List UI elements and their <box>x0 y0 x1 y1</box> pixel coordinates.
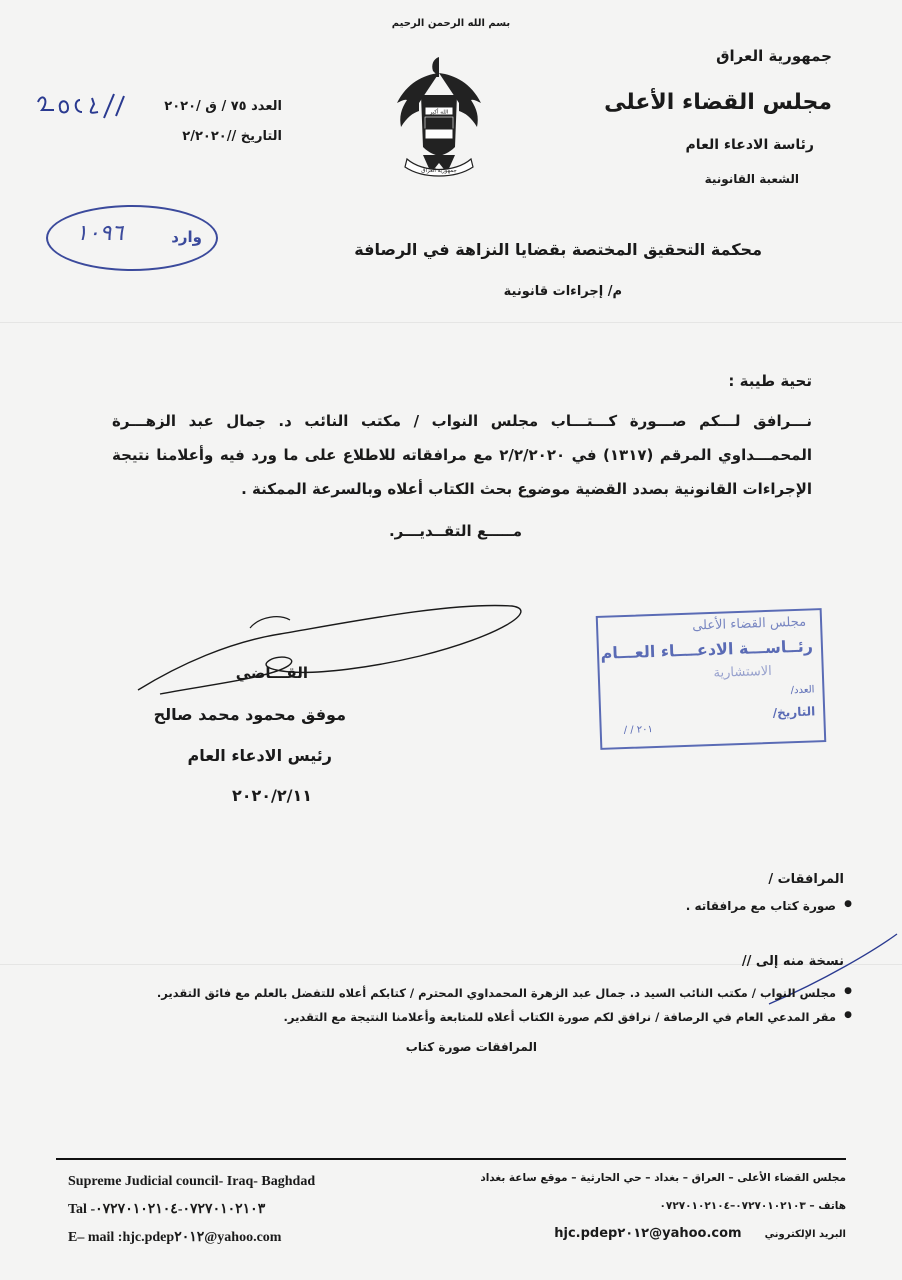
footer-ar-email: hjc.pdep٢٠١٢@yahoo.com <box>554 1226 742 1241</box>
attachments-list <box>686 899 852 923</box>
handwritten-ref-value: ٢٠٦٢ <box>32 90 35 91</box>
attachments-label: المرافقات / <box>768 872 844 887</box>
incoming-stamp <box>46 205 218 271</box>
received-stamp-year: ٢٠١ / / <box>623 724 654 737</box>
footer-ar-tel: هاتف – ٠٧٢٧٠١٠٢١٠٣–٠٧٢٧٠١٠٢١٠٤ <box>659 1200 846 1212</box>
footer-arabic <box>480 1164 846 1248</box>
subject-line: م/ إجراءات قانونية <box>503 284 622 299</box>
footer-en-email: E– mail :hjc.pdep٢٠١٢@yahoo.com <box>68 1230 282 1245</box>
judge-signature <box>120 586 530 706</box>
paper-fold-line <box>0 322 902 323</box>
emblem-inscription: الله أكبر <box>429 109 449 116</box>
emblem-banner-text: جمهورية العراق <box>421 168 457 174</box>
footer-en-name: Supreme Judicial council- Iraq- Baghdad <box>68 1174 316 1189</box>
recipient-line: محكمة التحقيق المختصة بقضايا النزاهة في الرصافة <box>354 240 762 259</box>
judge-title: القـــاضي <box>235 664 308 682</box>
signature-date: ٢٠٢٠/٢/١١ <box>231 786 312 805</box>
greeting: تحية طيبة : <box>728 372 812 390</box>
reference-number: العدد ٧٥ / ق /٢٠٢٠ <box>164 99 282 114</box>
letter-body: نـــرافق لـــكم صـــورة كـــتـــاب مجلس النواب / مكتب النائب د. جمال عبد الزهـــرة المحمـــداوي المرقم (١٣١٧) في ٢/٢/٢٠٢٠ مع مرافقاته للاطلاع على ما ورد فيه وأعلامنا نتيجة الإجراءات القانونية بصدد القضية موضوع بحث الكتاب أعلاه وبالسرعة الممكنة . <box>112 412 812 498</box>
incoming-stamp-number: ١٠٩٦ <box>76 221 124 246</box>
council-name: مجلس القضاء الأعلى <box>604 90 832 115</box>
reference-date: التاريخ //٢/٢٠٢٠ <box>182 129 282 144</box>
received-stamp-council: مجلس القضاء الأعلى <box>691 614 807 634</box>
received-stamp-date-label: التاريخ/ <box>772 704 816 720</box>
footer-english <box>68 1168 315 1252</box>
footer-ar-email-label: البريد الإلكتروني <box>764 1229 846 1240</box>
judge-name: موفق محمود محمد صالح <box>153 705 346 724</box>
footer-ar-email-row <box>480 1220 846 1248</box>
footer-divider <box>56 1158 846 1160</box>
footer-en-tel: Tal -٠٧٢٧٠١٠٢١٠٣-٠٧٢٧٠١٠٢١٠٤ <box>68 1202 266 1217</box>
country-name: جمهورية العراق <box>716 47 832 65</box>
basmala: بسم الله الرحمن الرحيم <box>391 18 511 29</box>
received-stamp <box>596 608 827 750</box>
attachment-item: ● صورة كتاب مع مرافقاته . <box>686 899 852 913</box>
copy-recipient-item: ● مجلس النواب / مكتب النائب السيد د. جمال عبد الزهرة المحمداوي المحترم / كتابكم أعلاه للتفضل بالعلم مع فائق التقدير. <box>157 986 852 1000</box>
received-stamp-department: الاستشارية <box>713 663 773 681</box>
copies-label: نسخة منه إلى // <box>741 954 844 969</box>
received-stamp-presidency: رئــاســـة الادعــــاء العـــام <box>600 636 814 663</box>
incoming-stamp-label: وارد <box>171 228 202 246</box>
closing-regards: مـــــع التقــديـــر. <box>388 522 522 540</box>
handwritten-reference-number <box>32 90 152 122</box>
copies-list <box>157 986 852 1034</box>
judge-role: رئيس الادعاء العام <box>187 746 332 765</box>
received-stamp-number-label: العدد/ <box>790 684 815 697</box>
iraq-eagle-emblem <box>393 55 485 183</box>
footer-ar-address: مجلس القضاء الأعلى – العراق – بغداد – حي الحارثية – موقع ساعة بغداد <box>480 1172 846 1184</box>
division-name: الشعبة القانونية <box>704 172 799 186</box>
copy-recipient-item: ● مقر المدعي العام في الرصافة / نرافق لكم صورة الكتاب أعلاه للمتابعة وأعلامنا النتيجة مع التقدير. <box>157 1010 852 1024</box>
presidency-name: رئاسة الادعاء العام <box>685 137 814 153</box>
copies-attachments-note: المرافقات صورة كتاب <box>405 1040 537 1054</box>
